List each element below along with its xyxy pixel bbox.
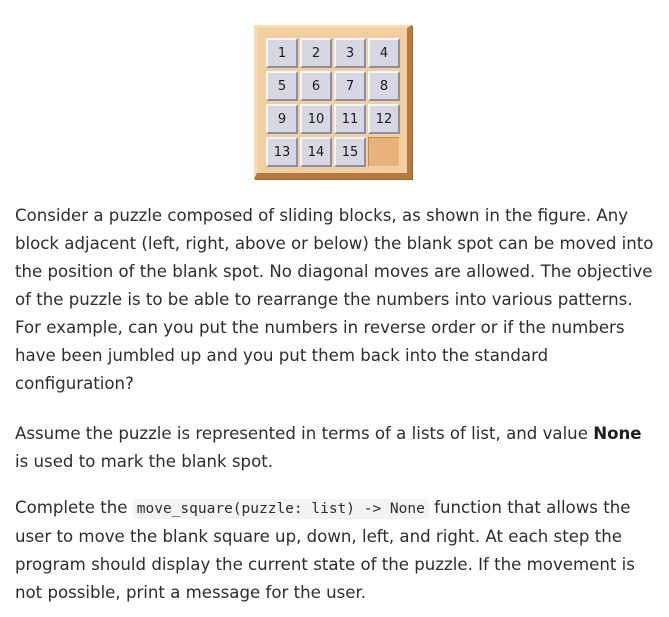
- puzzle-figure: [254, 25, 412, 179]
- puzzle-tile: 6: [300, 71, 332, 101]
- puzzle-tile: 1: [266, 38, 298, 68]
- puzzle-tile: 3: [334, 38, 366, 68]
- description-paragraph: Consider a puzzle composed of sliding blocks, as shown in the figure. Any block adjacent (left, right, above or below) the blank spot can be moved into the position of the blank spot. No diagonal moves are allowed. The objective of the puzzle is to be able to rearrange the numbers into various patterns. For example, can you put the numbers in reverse order or if the numbers have been jumbled up and you put them back into the standard configuration?: [15, 206, 654, 393]
- puzzle-tile: 9: [266, 104, 298, 134]
- representation-text-end: is used to mark the blank spot.: [15, 452, 274, 471]
- puzzle-tile: 5: [266, 71, 298, 101]
- puzzle-tile: 12: [368, 104, 400, 134]
- task-paragraph: [15, 494, 660, 607]
- none-keyword: None: [593, 424, 642, 443]
- puzzle-tile: 10: [300, 104, 332, 134]
- representation-paragraph: [15, 420, 660, 476]
- puzzle-tile: 4: [368, 38, 400, 68]
- puzzle-tile: 14: [300, 137, 332, 167]
- task-text-end: function that allows the user to move the blank square up, down, left, and right. At each step the program should display the current state of the puzzle. If the movement is not possible, print a message for the user.: [15, 498, 635, 602]
- representation-text: Assume the puzzle is represented in terms of a lists of list, and value: [15, 424, 594, 443]
- puzzle-tile: 11: [334, 104, 366, 134]
- task-text: Complete the: [15, 498, 133, 517]
- function-signature: move_square(puzzle: list) -> None: [133, 499, 429, 519]
- puzzle-tile: 7: [334, 71, 366, 101]
- puzzle-tile: 8: [368, 71, 400, 101]
- puzzle-grid: [266, 38, 400, 167]
- puzzle-tile: 15: [334, 137, 366, 167]
- blank-spot: [368, 137, 400, 167]
- puzzle-tile: 13: [266, 137, 298, 167]
- puzzle-tile: 2: [300, 38, 332, 68]
